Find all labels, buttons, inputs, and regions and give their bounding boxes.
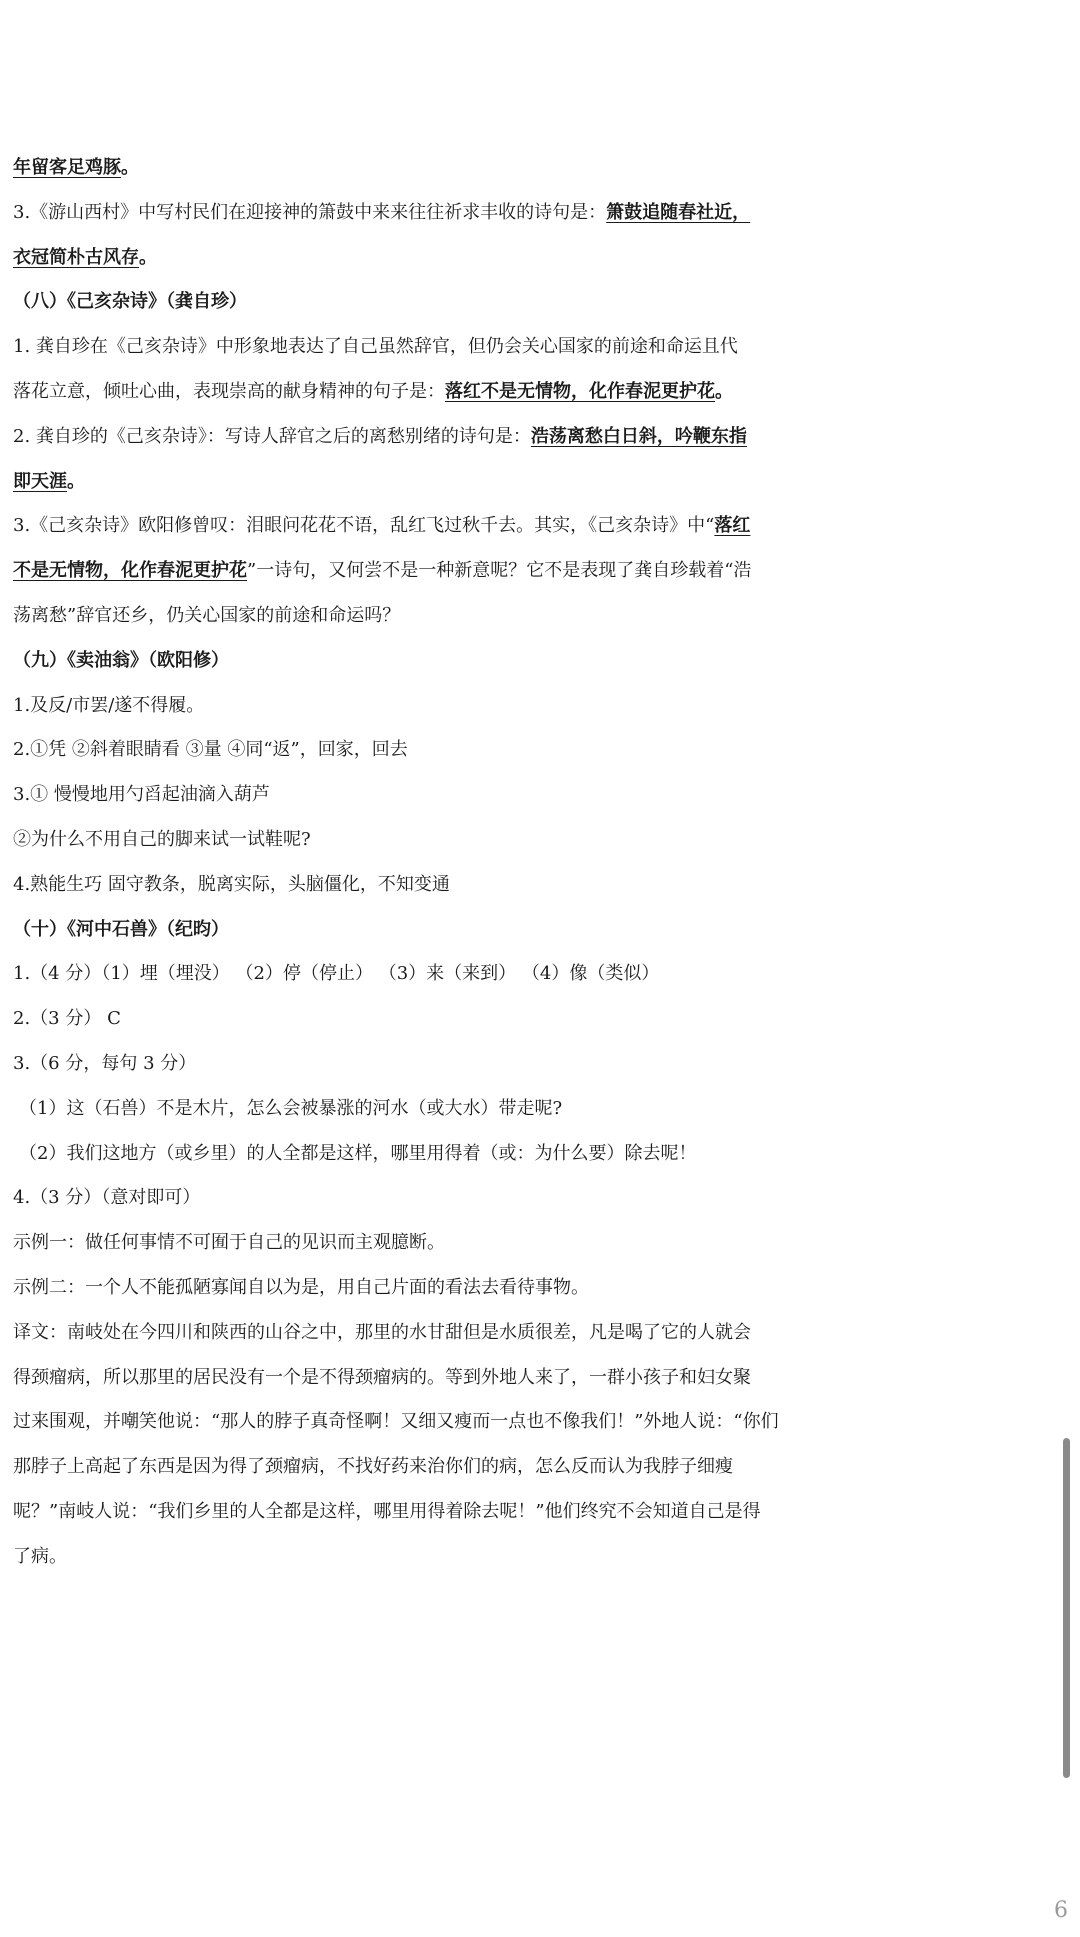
scrollbar[interactable] — [1063, 1438, 1070, 1778]
text-line: 2.①凭 ②斜着眼睛看 ③量 ④同“返”，回家，回去 — [13, 739, 408, 761]
text-line: 荡离愁”辞官还乡，仍关心国家的前途和命运吗？ — [13, 604, 401, 626]
answer-text: 落红不是无情物，化作春泥更护花 — [445, 380, 715, 402]
text-line: 得颈瘤病，所以那里的居民没有一个是不得颈瘤病的。等到外地人来了，一群小孩子和妇女聚 — [13, 1366, 751, 1388]
text-line: 4.（3 分）（意对即可） — [13, 1187, 201, 1209]
text-line: 1.及反/市罢/遂不得履。 — [13, 694, 205, 716]
page-number: 6 — [1054, 1898, 1068, 1923]
answer-text: 年留客足鸡豚 — [13, 157, 121, 178]
text-line: 示例一：做任何事情不可囿于自己的见识而主观臆断。 — [13, 1232, 445, 1254]
text-line: 即天涯。 — [13, 470, 85, 492]
text-line: （2）我们这地方（或乡里）的人全都是这样，哪里用得着（或：为什么要）除去呢！ — [19, 1142, 697, 1164]
text-line: 那脖子上高起了东西是因为得了颈瘤病，不找好药来治你们的病，怎么反而认为我脖子细瘦 — [13, 1456, 733, 1478]
text-line: （1）这（石兽）不是木片，怎么会被暴涨的河水（或大水）带走呢? — [19, 1097, 563, 1119]
text-line: ②为什么不用自己的脚来试一试鞋呢? — [13, 828, 311, 850]
text-line: 示例二：一个人不能孤陋寡闻自以为是，用自己片面的看法去看待事物。 — [13, 1276, 589, 1298]
text-line: 了病。 — [13, 1545, 67, 1567]
text-line: 3.《游山西村》中写村民们在迎接神的箫鼓中来来往往祈求丰收的诗句是：箫鼓追随春社近， — [13, 201, 751, 223]
text-line: 衣冠简朴古风存。 — [13, 246, 157, 268]
section-heading: （九）《卖油翁》（欧阳修） — [13, 649, 229, 671]
answer-text: 即天涯 — [13, 470, 67, 492]
answer-text: 衣冠简朴古风存 — [13, 246, 139, 268]
text-line: 2.（3 分） C — [13, 1008, 121, 1030]
section-heading: （十）《河中石兽》（纪昀） — [13, 918, 229, 940]
answer-text: 落红 — [714, 515, 751, 537]
text-line: 呢？”南岐人说：“我们乡里的人全都是这样，哪里用得着除去呢！”他们终究不会知道自己是得 — [13, 1500, 761, 1522]
text-line: 2. 龚自珍的《己亥杂诗》：写诗人辞官之后的离愁别绪的诗句是：浩荡离愁白日斜，吟鞭东指 — [13, 425, 747, 447]
text-line: 译文：南岐处在今四川和陕西的山谷之中，那里的水甘甜但是水质很差，凡是喝了它的人就会 — [13, 1321, 751, 1343]
text-line: 落花立意，倾吐心曲，表现崇高的献身精神的句子是：落红不是无情物，化作春泥更护花。 — [13, 380, 733, 402]
text-line: 3.（6 分，每句 3 分） — [13, 1052, 197, 1074]
text-line: 4.熟能生巧 固守教条，脱离实际，头脑僵化，不知变通 — [13, 873, 450, 895]
text-line: 年留客足鸡豚。 — [13, 157, 139, 178]
text-line: 3.① 慢慢地用勺舀起油滴入葫芦 — [13, 784, 270, 806]
text-line: 3.《己亥杂诗》欧阳修曾叹：泪眼问花花不语，乱红飞过秋千去。其实，《己亥杂诗》中“落红 — [13, 515, 751, 537]
text-line: 过来围观，并嘲笑他说：“那人的脖子真奇怪啊！又细又瘦而一点也不像我们！”外地人说：“你们 — [13, 1411, 779, 1433]
answer-text: 不是无情物，化作春泥更护花 — [13, 560, 247, 582]
text-line: 1. 龚自珍在《己亥杂诗》中形象地表达了自己虽然辞官，但仍会关心国家的前途和命运且代 — [13, 336, 738, 358]
answer-text: 浩荡离愁白日斜，吟鞭东指 — [530, 425, 747, 447]
text-line: 不是无情物，化作春泥更护花”一诗句，又何尝不是一种新意呢？它不是表现了龚自珍载着“浩 — [13, 560, 752, 582]
text-line: 1.（4 分）（1）埋（埋没） （2）停（停止） （3）来（来到） （4）像（类似） — [13, 963, 660, 985]
document-body — [13, 146, 1073, 1580]
section-heading: （八）《己亥杂诗》（龚自珍） — [13, 291, 247, 313]
answer-text: 箫鼓追随春社近， — [606, 201, 751, 223]
